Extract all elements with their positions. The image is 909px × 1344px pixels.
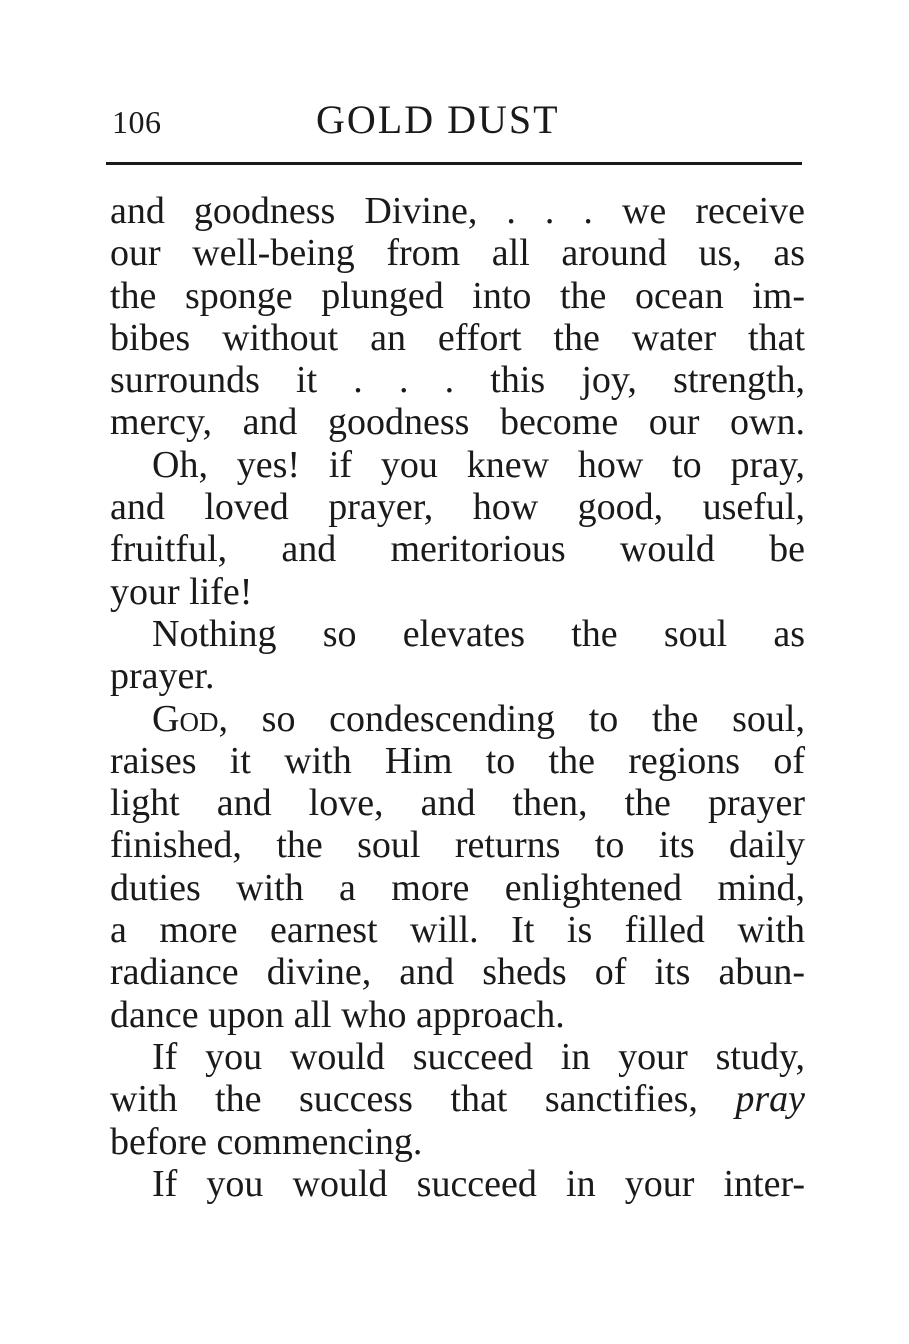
paragraph-4-line-6: a more earnest will. It is filled with	[110, 909, 805, 952]
paragraph-5-line-2-start: with the success that sanctifies,	[110, 1078, 698, 1121]
paragraph-4-line-1	[110, 698, 805, 740]
body-text	[110, 190, 805, 1205]
header-rule	[106, 162, 802, 165]
paragraph-1-line-6: mercy, and goodness become our own.	[110, 401, 805, 444]
page-header	[112, 96, 802, 146]
paragraph-5-line-3: before commencing.	[110, 1120, 423, 1163]
paragraph-4-line-4: finished, the soul returns to its daily	[110, 824, 805, 867]
page-number: 106	[112, 104, 162, 140]
paragraph-2-line-4: your life!	[110, 570, 253, 613]
paragraph-1-line-5: surrounds it . . . this joy, strength,	[110, 359, 805, 402]
paragraph-4-line-7: radiance divine, and sheds of its abun-	[110, 951, 805, 994]
paragraph-5-line-2	[110, 1078, 805, 1120]
paragraph-3-line-2: prayer.	[110, 655, 215, 698]
paragraph-3-line-1: Nothing so elevates the soul as	[152, 612, 805, 655]
paragraph-2-line-3: fruitful, and meritorious would be	[110, 528, 805, 571]
paragraph-1-line-3: the sponge plunged into the ocean im-	[110, 274, 805, 317]
paragraph-1-line-4: bibes without an effort the water that	[110, 316, 805, 359]
paragraph-4-line-5: duties with a more enlightened mind,	[110, 866, 805, 909]
paragraph-6-line-1: If you would succeed in your inter-	[152, 1162, 805, 1205]
paragraph-2-line-2: and loved prayer, how good, useful,	[110, 486, 805, 529]
paragraph-4-line-3: light and love, and then, the prayer	[110, 782, 805, 825]
paragraph-4-line-1-rest: , so condescending to the soul,	[218, 697, 805, 740]
running-title: GOLD DUST	[316, 97, 560, 142]
paragraph-4-line-2: raises it with Him to the regions of	[110, 739, 805, 782]
god-smallcaps: God	[152, 697, 219, 740]
paragraph-5-line-1: If you would succeed in your study,	[152, 1035, 805, 1078]
paragraph-4-line-8: dance upon all who approach.	[110, 993, 565, 1036]
paragraph-1-line-2: our well-being from all around us, as	[110, 232, 805, 275]
pray-italic: pray	[735, 1078, 805, 1121]
paragraph-1-line-1: and goodness Divine, . . . we receive	[110, 190, 805, 232]
paragraph-2-line-1: Oh, yes! if you knew how to pray,	[152, 443, 805, 486]
